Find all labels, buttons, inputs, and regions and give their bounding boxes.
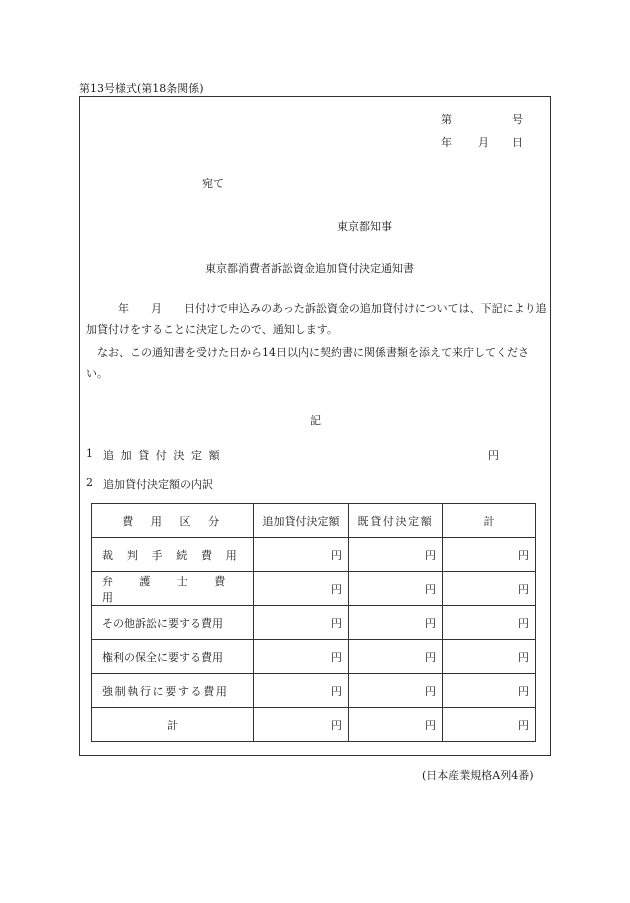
cell-total: 円 bbox=[443, 674, 536, 708]
cell-total: 円 bbox=[443, 572, 536, 606]
cell-existing: 円 bbox=[349, 708, 443, 742]
body-paragraph-2: なお、この通知書を受けた日から14日以内に契約書に関係書類を添えて来庁してください。 bbox=[86, 346, 529, 380]
item2-label: 追加貸付決定額の内訳 bbox=[103, 478, 213, 491]
cell-existing: 円 bbox=[349, 538, 443, 572]
breakdown-table bbox=[91, 503, 536, 742]
item1-label: 追加貸付決定額 bbox=[103, 449, 227, 462]
table-row bbox=[92, 640, 536, 674]
row-category: 裁判手続費用 bbox=[92, 538, 254, 572]
cell-existing: 円 bbox=[349, 606, 443, 640]
cell-total: 円 bbox=[443, 606, 536, 640]
cell-existing: 円 bbox=[349, 640, 443, 674]
item2-number: 2 bbox=[86, 476, 93, 489]
ki-heading: 記 bbox=[310, 414, 321, 427]
table-header-row bbox=[92, 504, 536, 538]
header-existing: 既貸付決定額 bbox=[349, 504, 443, 538]
item1-unit: 円 bbox=[488, 449, 499, 462]
row-category: 権利の保全に要する費用 bbox=[92, 640, 254, 674]
issuer: 東京都知事 bbox=[337, 220, 392, 233]
date-month: 月 bbox=[478, 136, 489, 149]
row-category: 強制執行に要する費用 bbox=[92, 674, 254, 708]
row-category: その他訴訟に要する費用 bbox=[92, 606, 254, 640]
table-row bbox=[92, 606, 536, 640]
table-row bbox=[92, 572, 536, 606]
form-label: 第13号様式(第18条関係) bbox=[79, 82, 204, 95]
cell-additional: 円 bbox=[254, 606, 349, 640]
date-year: 年 bbox=[441, 136, 452, 149]
header-total: 計 bbox=[443, 504, 536, 538]
document-title: 東京都消費者訴訟資金追加貸付決定通知書 bbox=[205, 262, 414, 275]
cell-total: 円 bbox=[443, 538, 536, 572]
footer-note: (日本産業規格A列4番) bbox=[422, 769, 534, 782]
row-category: 計 bbox=[92, 708, 254, 742]
cell-additional: 円 bbox=[254, 538, 349, 572]
body-paragraph-1: 年 月 日付けで申込みのあった訴訟資金の追加貸付けについては、下記により追加貸付けをすることに決定したので、通知します。 bbox=[86, 302, 547, 336]
number-suffix: 号 bbox=[512, 113, 523, 126]
cell-total: 円 bbox=[443, 708, 536, 742]
cell-additional: 円 bbox=[254, 708, 349, 742]
addressee: 宛て bbox=[202, 177, 224, 190]
cell-additional: 円 bbox=[254, 674, 349, 708]
table-row bbox=[92, 674, 536, 708]
table-total-row bbox=[92, 708, 536, 742]
cell-existing: 円 bbox=[349, 674, 443, 708]
header-additional: 追加貸付決定額 bbox=[254, 504, 349, 538]
cell-additional: 円 bbox=[254, 572, 349, 606]
table-row bbox=[92, 538, 536, 572]
item1-number: 1 bbox=[86, 447, 93, 460]
cell-total: 円 bbox=[443, 640, 536, 674]
row-category: 弁護士費用 bbox=[92, 572, 254, 606]
header-category: 費用区分 bbox=[92, 504, 254, 538]
cell-additional: 円 bbox=[254, 640, 349, 674]
cell-existing: 円 bbox=[349, 572, 443, 606]
number-prefix: 第 bbox=[441, 113, 452, 126]
date-day: 日 bbox=[512, 136, 523, 149]
